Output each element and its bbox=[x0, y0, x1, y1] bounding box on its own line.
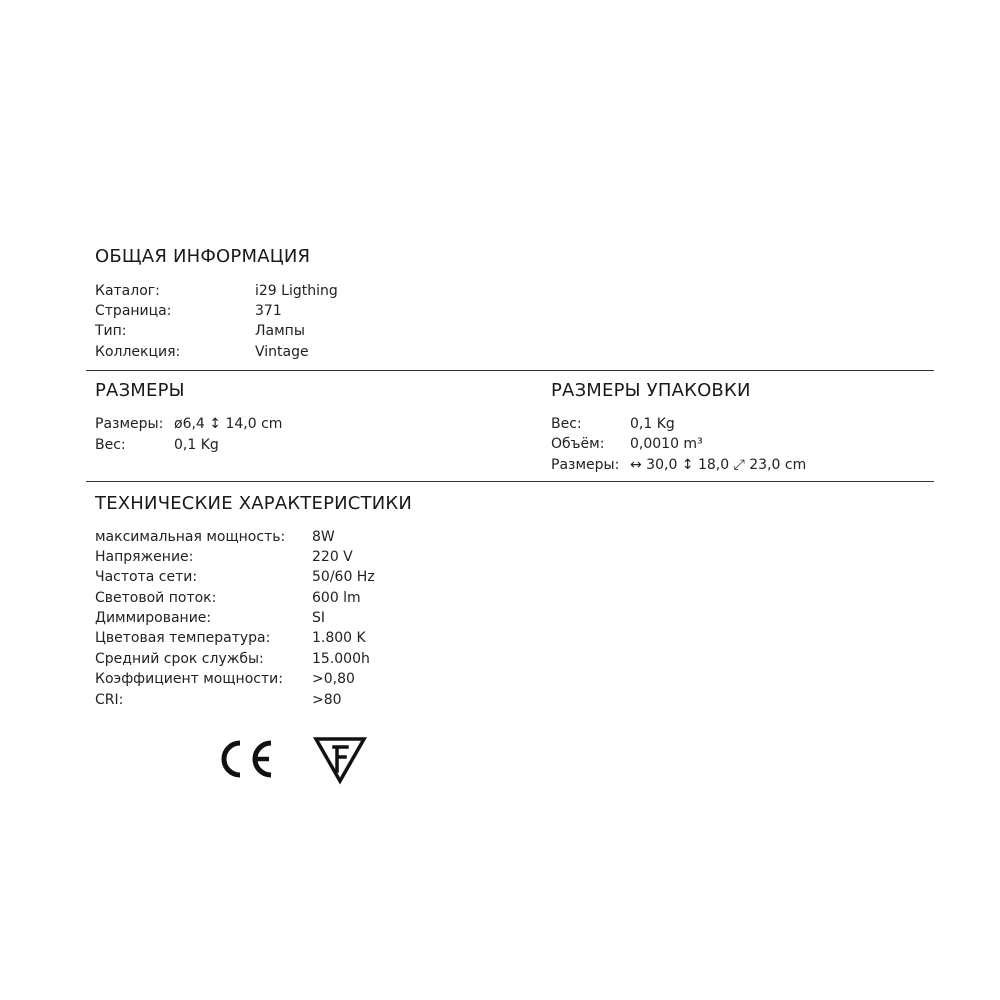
row-value: 15.000h bbox=[312, 651, 370, 667]
row-label: Страница: bbox=[95, 303, 172, 319]
row-value: 1.800 K bbox=[312, 630, 366, 646]
row-value: SI bbox=[312, 610, 326, 626]
row-value: Vintage bbox=[255, 344, 309, 360]
row-value: 600 lm bbox=[312, 590, 361, 606]
row-label: Диммирование: bbox=[95, 610, 212, 626]
ce-mark-icon bbox=[218, 738, 276, 780]
row-value: 371 bbox=[255, 303, 282, 319]
row-label: Коэффициент мощности: bbox=[95, 671, 283, 687]
row-value: i29 Ligthing bbox=[255, 283, 338, 299]
row-label: максимальная мощность: bbox=[95, 529, 286, 545]
row-label: Коллекция: bbox=[95, 344, 181, 360]
row-label: Вес: bbox=[551, 416, 582, 432]
row-label: Частота сети: bbox=[95, 569, 198, 585]
row-label: Объём: bbox=[551, 436, 605, 452]
row-label: Каталог: bbox=[95, 283, 160, 299]
row-value: 0,0010 m³ bbox=[630, 436, 703, 452]
technical-title: ТЕХНИЧЕСКИЕ ХАРАКТЕРИСТИКИ bbox=[95, 493, 413, 514]
row-value: ø6,4 ↕ 14,0 cm bbox=[174, 416, 283, 432]
row-value: >80 bbox=[312, 692, 342, 708]
section-divider bbox=[86, 481, 934, 482]
row-label: Тип: bbox=[95, 323, 127, 339]
row-value: 0,1 Kg bbox=[630, 416, 675, 432]
row-label: Размеры: bbox=[551, 457, 620, 473]
row-value: 0,1 Kg bbox=[174, 437, 219, 453]
row-value: >0,80 bbox=[312, 671, 355, 687]
dimensions-title: РАЗМЕРЫ bbox=[95, 380, 185, 401]
row-label: Средний срок службы: bbox=[95, 651, 264, 667]
row-label: Размеры: bbox=[95, 416, 164, 432]
packaging-title: РАЗМЕРЫ УПАКОВКИ bbox=[551, 380, 751, 401]
row-label: Напряжение: bbox=[95, 549, 194, 565]
general-info-title: ОБЩАЯ ИНФОРМАЦИЯ bbox=[95, 246, 311, 267]
row-value: ↔ 30,0 ↕ 18,0 ⤢ 23,0 cm bbox=[630, 457, 807, 473]
section-divider bbox=[86, 370, 934, 371]
row-value: 8W bbox=[312, 529, 335, 545]
row-value: Лампы bbox=[255, 323, 305, 339]
row-value: 50/60 Hz bbox=[312, 569, 375, 585]
row-label: Световой поток: bbox=[95, 590, 217, 606]
row-label: Цветовая температура: bbox=[95, 630, 271, 646]
f-mark-icon bbox=[313, 735, 367, 785]
row-label: Вес: bbox=[95, 437, 126, 453]
row-label: CRI: bbox=[95, 692, 124, 708]
row-value: 220 V bbox=[312, 549, 353, 565]
